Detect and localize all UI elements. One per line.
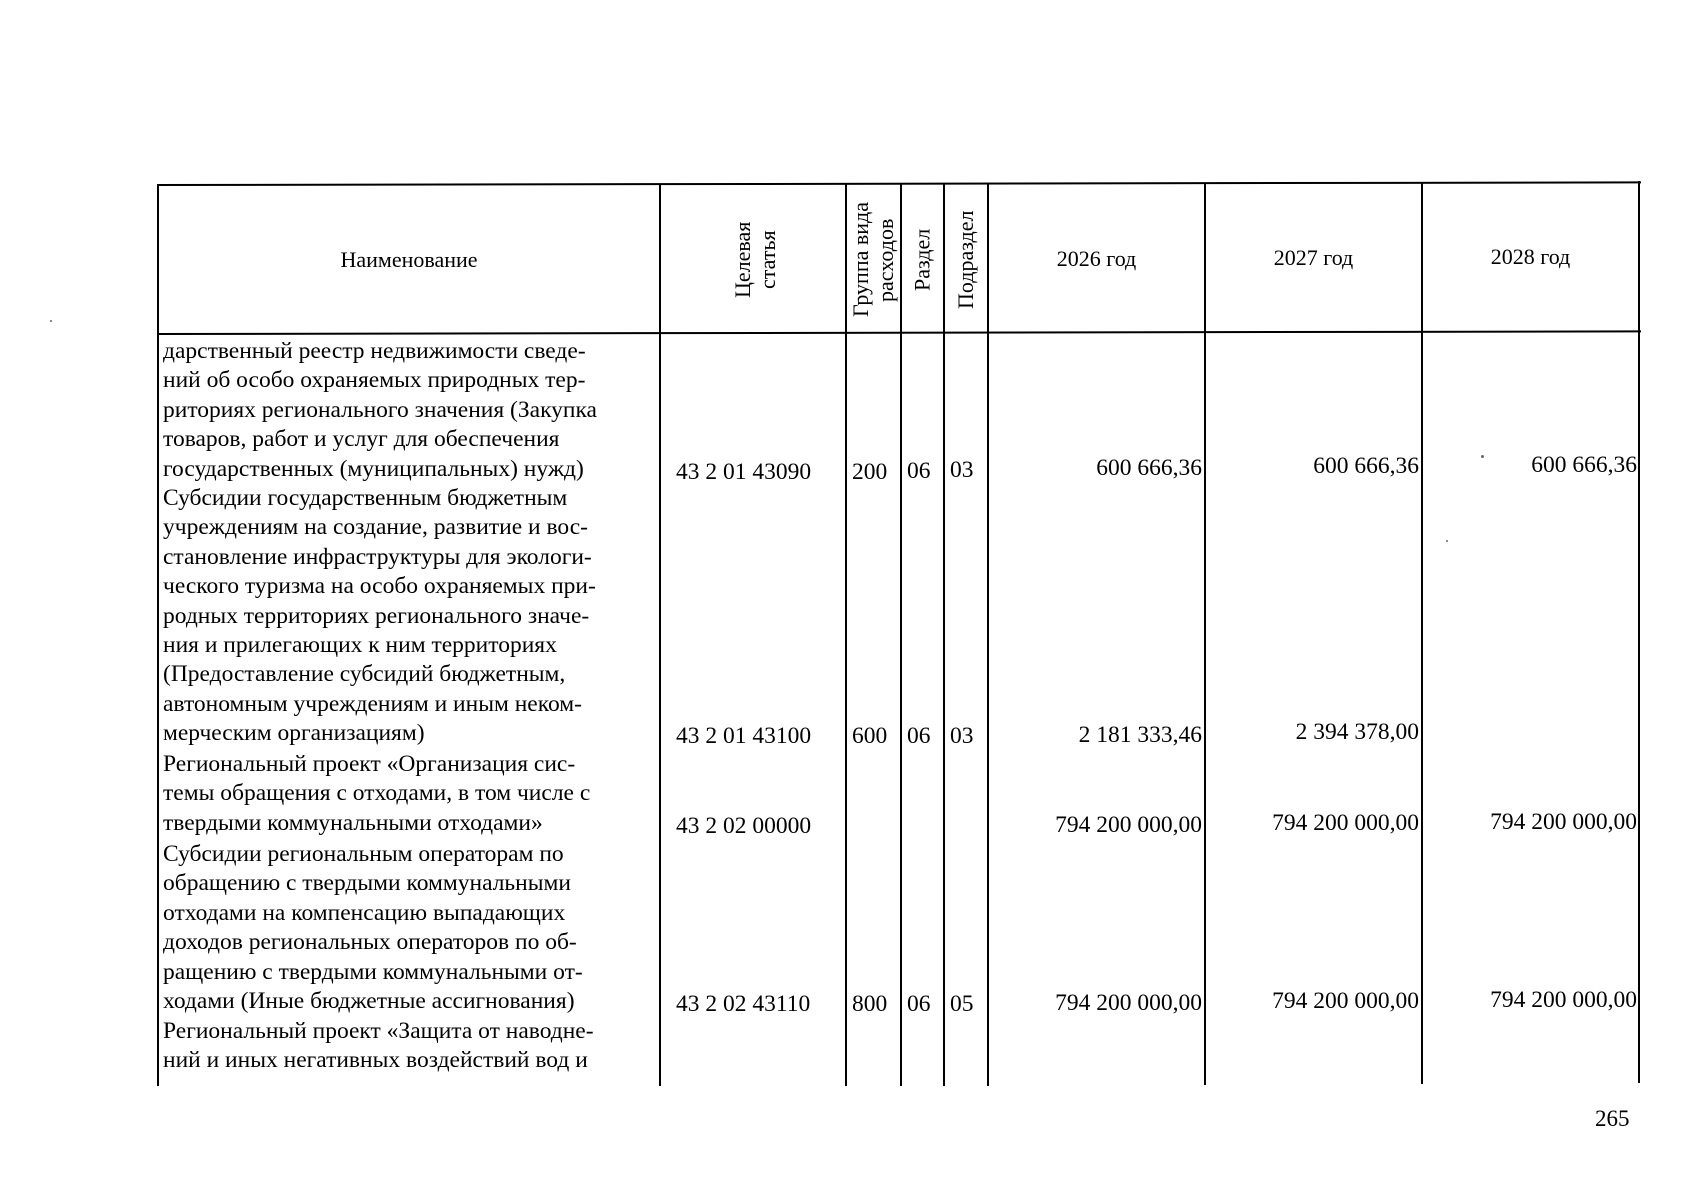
row-3-name-line: Региональный проект «Организация сис- (163, 751, 576, 777)
row-3-2028: 794 200 000,00 (1490, 809, 1637, 835)
header-subsection: Подраздел (953, 210, 978, 310)
page-number: 265 (1595, 1106, 1630, 1131)
row-1-group: 200 (852, 459, 888, 485)
row-3-name (163, 750, 661, 838)
row-4-2028: 794 200 000,00 (1490, 987, 1637, 1013)
row-4-2027: 794 200 000,00 (1272, 988, 1419, 1014)
row-4-name-line: ходами (Иные бюджетные ассигнования) (163, 987, 575, 1014)
row-1-name-line: ний об особо охраняемых природных тер- (163, 367, 586, 394)
row-3-name-line: твердыми коммунальными отходами» (163, 809, 543, 836)
row-2-group: 600 (852, 723, 888, 749)
row-2-name-line: (Предоставление субсидий бюджетным, (163, 661, 566, 688)
row-3-name-line: темы обращения с отходами, в том числе с (163, 780, 591, 807)
row-3-code: 43 2 02 00000 (676, 813, 812, 839)
row-4-section: 06 (907, 991, 931, 1017)
row-4-name (163, 840, 661, 1016)
row-2-name-line: становление инфраструктуры для экологи- (163, 543, 592, 570)
row-1-name-line: риториях регионального значения (Закупка (163, 396, 597, 423)
row-4-subsection: 05 (950, 991, 974, 1017)
row-2-name-line: ния и прилегающих к ним территориях (163, 631, 557, 658)
row-1-name-line: товаров, работ и услуг для обеспечения (163, 426, 560, 453)
row-2-name-line: мерческим организациям) (163, 720, 425, 747)
row-5-name (163, 1017, 661, 1076)
scan-speck (50, 320, 52, 322)
header-section: Раздел (909, 228, 935, 292)
row-4-name-line: Субсидии региональным операторам по (163, 841, 564, 867)
row-2-2027: 2 394 378,00 (1295, 719, 1419, 745)
row-1-section: 06 (907, 458, 931, 484)
header-target-article: Целевая статья (730, 221, 780, 299)
row-2-name-line: автономным учреждениям и иным неком- (163, 690, 582, 717)
row-2-name-line: родных территориях регионального значе- (163, 602, 590, 629)
header-2027: 2027 год (1273, 244, 1354, 270)
scan-speck (1481, 455, 1484, 458)
header-name: Наименование (340, 246, 478, 272)
row-2-section: 06 (907, 723, 931, 749)
col-border-right (1638, 181, 1640, 1083)
row-5-name-line: ний и иных негативных воздействий вод и (163, 1047, 588, 1074)
row-3-2027: 794 200 000,00 (1272, 810, 1419, 836)
row-1-name-line: дарственный реестр недвижимости сведе- (163, 338, 586, 364)
row-2-2026: 2 181 333,46 (1078, 722, 1202, 748)
row-2-name-line: ческого туризма на особо охраняемых при- (163, 573, 596, 600)
header-2028: 2028 год (1490, 243, 1571, 269)
row-4-2026: 794 200 000,00 (1055, 990, 1202, 1016)
row-2-subsection: 03 (950, 723, 974, 749)
row-5-name-line: Региональный проект «Защита от наводне- (163, 1018, 594, 1044)
row-2-name (163, 484, 661, 749)
row-1-2026: 600 666,36 (1096, 455, 1202, 481)
scan-speck (1446, 540, 1448, 542)
header-expense-group: Группа вида расходов (848, 202, 898, 318)
row-3-2026: 794 200 000,00 (1055, 812, 1202, 838)
row-2-code: 43 2 01 43100 (676, 723, 812, 749)
row-4-name-line: ращению с твердыми коммунальными от- (163, 958, 583, 985)
row-1-name (163, 337, 661, 484)
header-2026: 2026 год (1056, 245, 1137, 271)
row-4-code: 43 2 02 43110 (676, 991, 811, 1017)
row-4-group: 800 (852, 991, 888, 1017)
row-1-subsection: 03 (950, 457, 974, 483)
row-2-name-line: Субсидии государственным бюджетным (163, 485, 568, 511)
row-1-2028: 600 666,36 (1531, 452, 1637, 478)
row-1-code: 43 2 01 43090 (676, 459, 812, 485)
row-1-2027: 600 666,36 (1313, 453, 1419, 479)
row-2-name-line: учреждениям на создание, развитие и вос- (163, 514, 588, 541)
row-1-name-line: государственных (муниципальных) нужд) (163, 455, 584, 482)
row-4-name-line: доходов региональных операторов по об- (163, 929, 577, 956)
row-4-name-line: отходами на компенсацию выпадающих (163, 899, 566, 926)
row-4-name-line: обращению с твердыми коммунальными (163, 870, 571, 897)
